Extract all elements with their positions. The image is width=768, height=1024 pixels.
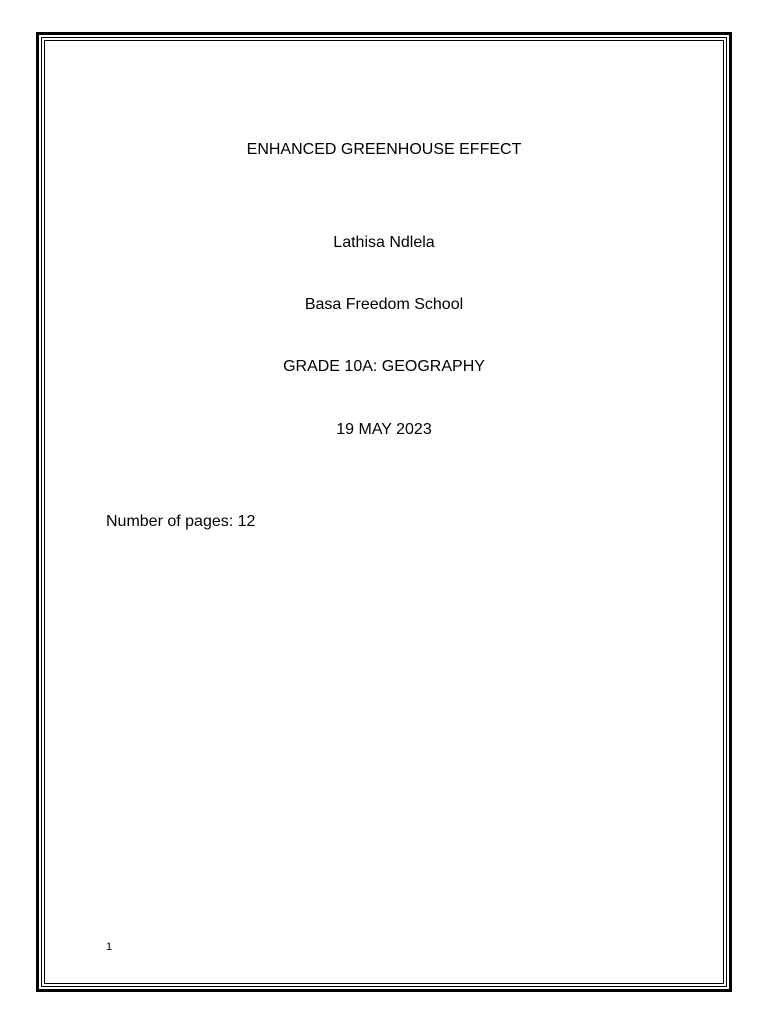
grade-subject: GRADE 10A: GEOGRAPHY [283,358,485,375]
school-name: Basa Freedom School [304,296,464,313]
author-name: Lathisa Ndlela [333,234,435,251]
document-title: ENHANCED GREENHOUSE EFFECT [246,141,522,158]
number-of-pages: Number of pages: 12 [106,513,256,530]
page-number: 1 [106,941,113,953]
submission-date: 19 MAY 2023 [336,421,432,438]
